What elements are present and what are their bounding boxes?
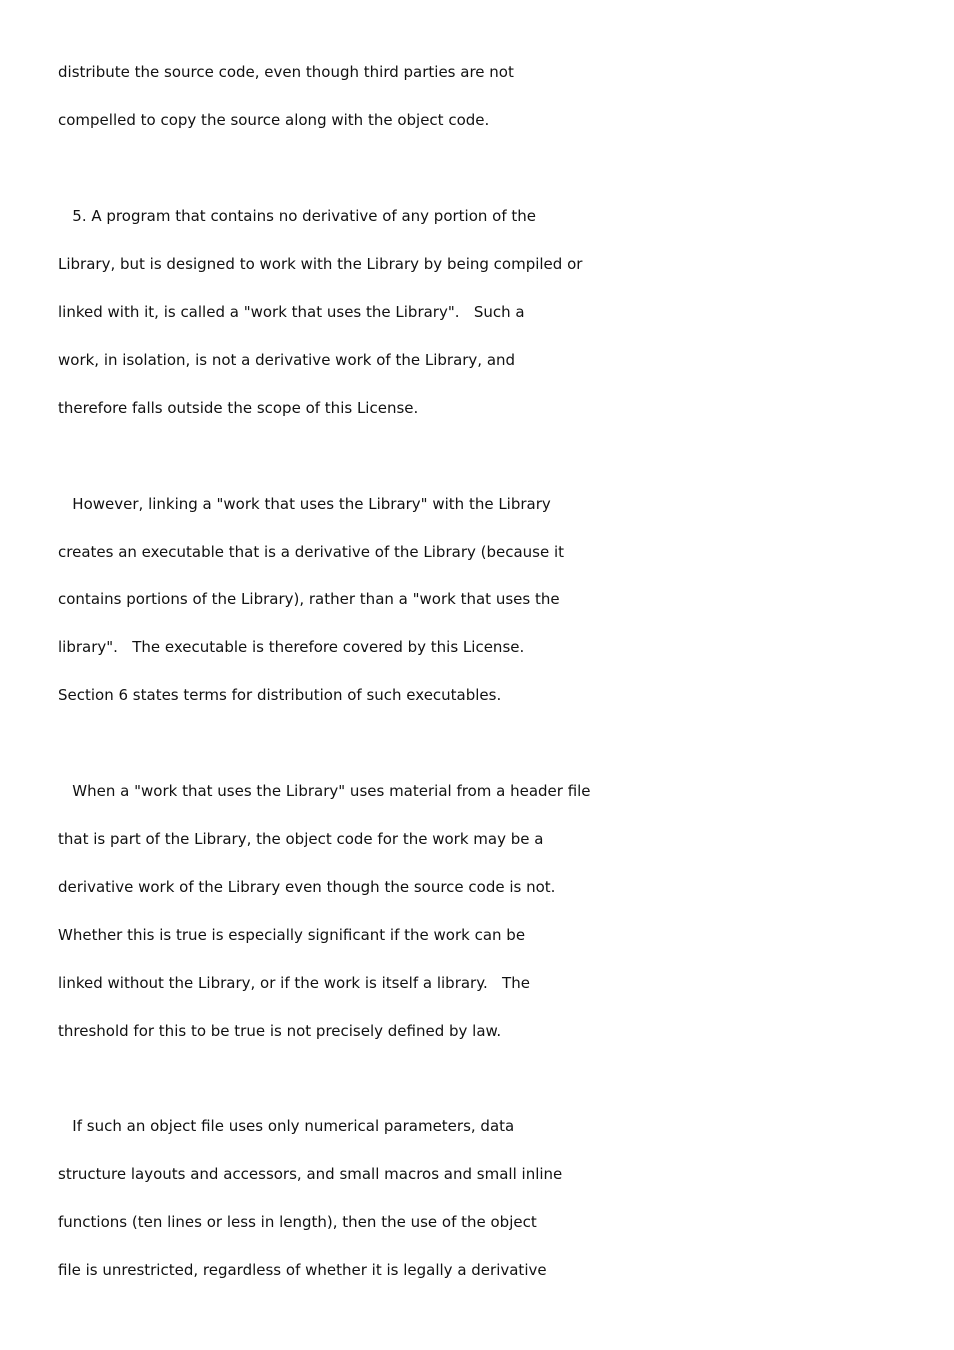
text-line: Library, but is designed to work with the Library by being compiled or (58, 255, 583, 273)
text-line: functions (ten lines or less in length), then the use of the object (58, 1213, 537, 1231)
text-line: If such an object file uses only numerical parameters, data (58, 1117, 515, 1135)
text-line: compelled to copy the source along with the object code. (58, 111, 490, 129)
text-line: library". The executable is therefore covered by this License. (58, 638, 525, 656)
text-line: work, in isolation, is not a derivative work of the Library, and (58, 351, 516, 369)
text-line: linked without the Library, or if the work is itself a library. The (58, 974, 530, 992)
text-line: file is unrestricted, regardless of whether it is legally a derivative (58, 1261, 547, 1279)
text-line: 5. A program that contains no derivative of any portion of the (58, 207, 537, 225)
text-line: distribute the source code, even though third parties are not (58, 63, 514, 81)
text-line: that is part of the Library, the object code for the work may be a (58, 830, 544, 848)
text-line: linked with it, is called a "work that uses the Library". Such a (58, 303, 525, 321)
text-line: However, linking a "work that uses the Library" with the Library (58, 495, 551, 513)
text-line: When a "work that uses the Library" uses material from a header file (58, 782, 591, 800)
text-line: creates an executable that is a derivative of the Library (because it (58, 543, 565, 561)
text-line: therefore falls outside the scope of this License. (58, 399, 419, 417)
text-line: Whether this is true is especially significant if the work can be (58, 926, 526, 944)
text-line: derivative work of the Library even though the source code is not. (58, 878, 556, 896)
text-line: structure layouts and accessors, and small macros and small inline (58, 1165, 563, 1183)
text-line: threshold for this to be true is not precisely defined by law. (58, 1022, 502, 1040)
text-line: Section 6 states terms for distribution of such executables. (58, 686, 502, 704)
text-line: contains portions of the Library), rather than a "work that uses the (58, 590, 560, 608)
